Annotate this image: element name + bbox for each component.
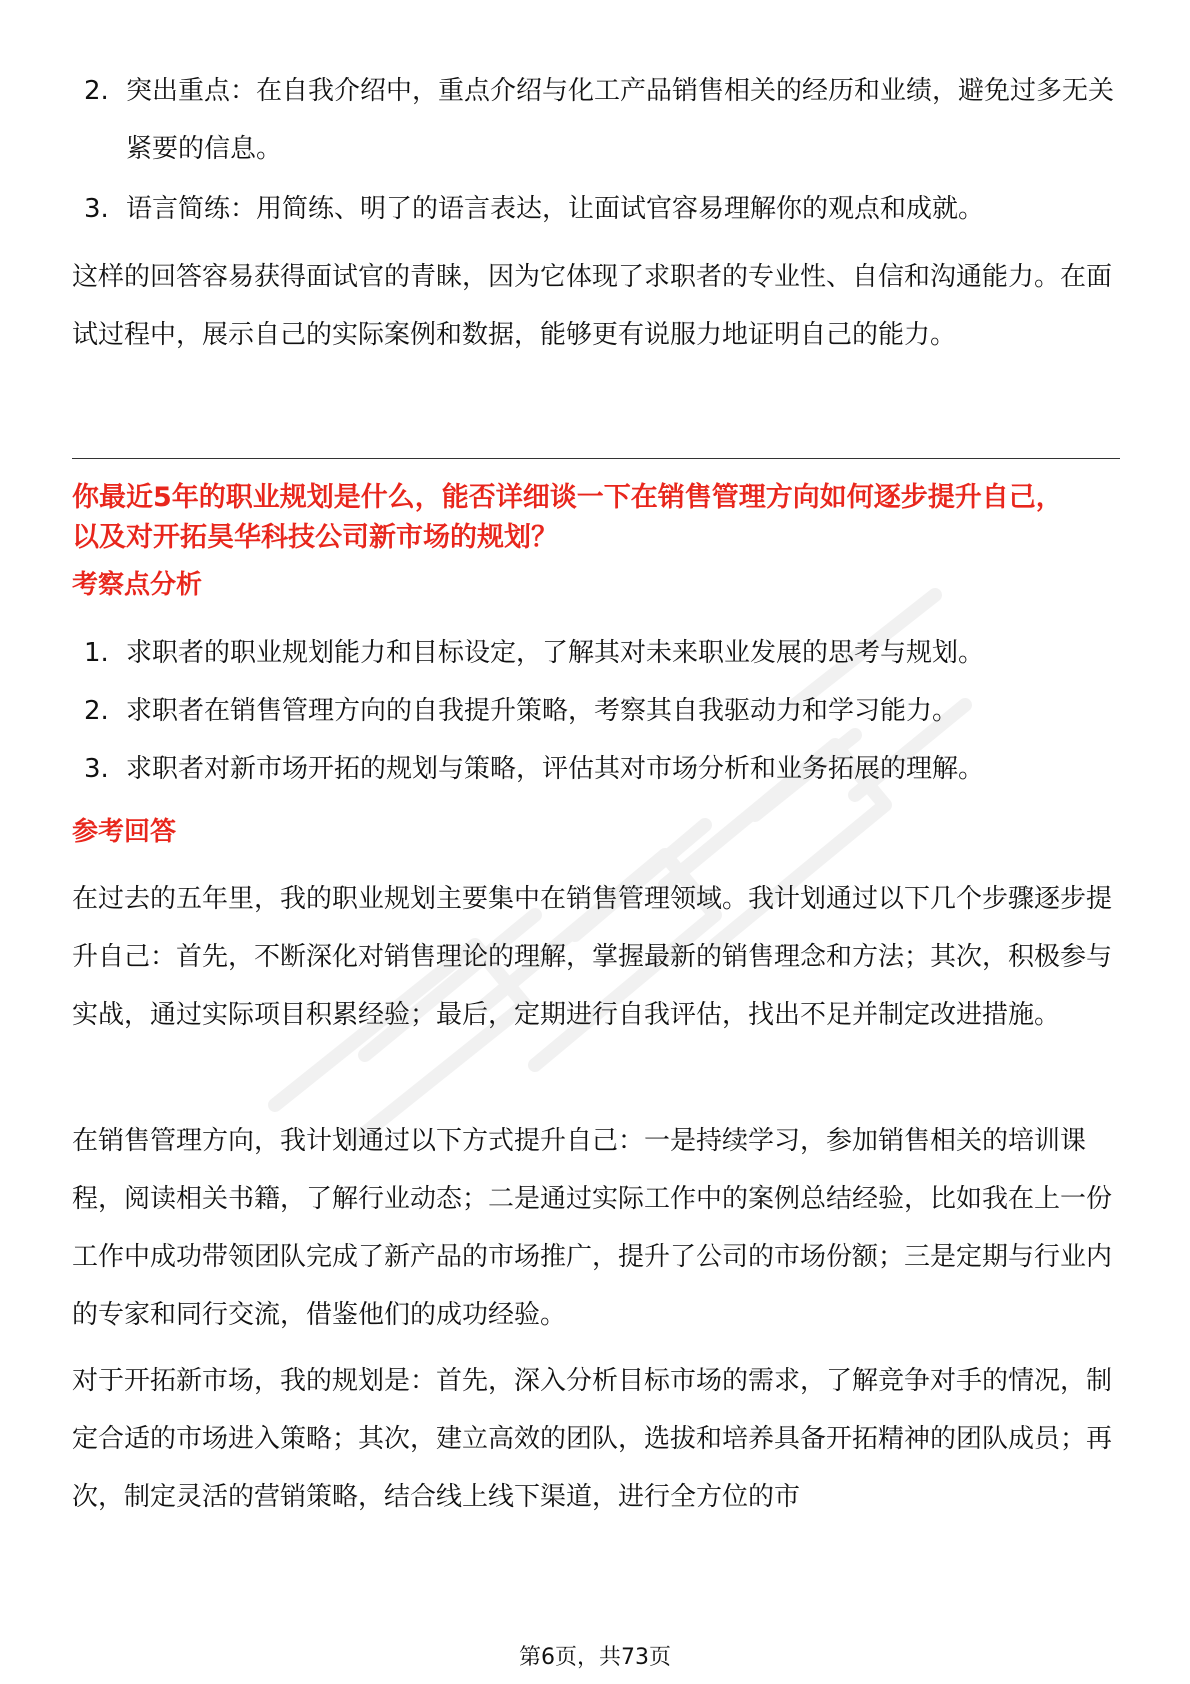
analysis-heading: 考察点分析 [72, 570, 203, 600]
summary-paragraph: 这样的回答容易获得面试官的青睐，因为它体现了求职者的专业性、自信和沟通能力。在面试过程中，展示自己的实际案例和数据，能够更有说服力地证明自己的能力。 [72, 262, 1113, 350]
answer-heading: 参考回答 [72, 817, 177, 847]
list-number: 3. [84, 194, 109, 224]
section-divider [72, 458, 1120, 459]
question-heading: 你最近5年的职业规划是什么，能否详细谈一下在销售管理方向如何逐步提升自己，以及对开拓昊华科技公司新市场的规划？ [72, 482, 1063, 553]
page-footer: 第6页，共73页 [519, 1645, 671, 1670]
list-number: 2. [84, 696, 109, 726]
list-text: 语言简练：用简练、明了的语言表达，让面试官容易理解你的观点和成就。 [126, 194, 985, 224]
list-text: 求职者的职业规划能力和目标设定，了解其对未来职业发展的思考与规划。 [126, 638, 985, 668]
intro-list [72, 62, 1120, 238]
list-item [72, 740, 1120, 798]
list-number: 2. [84, 76, 109, 106]
list-text: 求职者对新市场开拓的规划与策略，评估其对市场分析和业务拓展的理解。 [126, 754, 985, 784]
list-item [72, 180, 1120, 238]
list-number: 1. [84, 638, 109, 668]
list-text: 突出重点：在自我介绍中，重点介绍与化工产品销售相关的经历和业绩，避免过多无关紧要的信息。 [126, 76, 1115, 164]
list-item [72, 682, 1120, 740]
analysis-list [72, 624, 1120, 798]
list-number: 3. [84, 754, 109, 784]
answer-paragraph: 对于开拓新市场，我的规划是：首先，深入分析目标市场的需求，了解竞争对手的情况，制定合适的市场进入策略；其次，建立高效的团队，选拔和培养具备开拓精神的团队成员；再次，制定灵活的营销策略，结合线上线下渠道，进行全方位的市 [72, 1366, 1113, 1512]
answer-paragraph: 在过去的五年里，我的职业规划主要集中在销售管理领域。我计划通过以下几个步骤逐步提升自己：首先，不断深化对销售理论的理解，掌握最新的销售理念和方法；其次，积极参与实战，通过实际项目积累经验；最后，定期进行自我评估，找出不足并制定改进措施。 [72, 884, 1113, 1030]
answer-paragraph: 在销售管理方向，我计划通过以下方式提升自己：一是持续学习，参加销售相关的培训课程，阅读相关书籍，了解行业动态；二是通过实际工作中的案例总结经验，比如我在上一份工作中成功带领团队完成了新产品的市场推广，提升了公司的市场份额；三是定期与行业内的专家和同行交流，借鉴他们的成功经验。 [72, 1126, 1113, 1330]
list-item [72, 62, 1120, 178]
list-item [72, 624, 1120, 682]
list-text: 求职者在销售管理方向的自我提升策略，考察其自我驱动力和学习能力。 [126, 696, 959, 726]
